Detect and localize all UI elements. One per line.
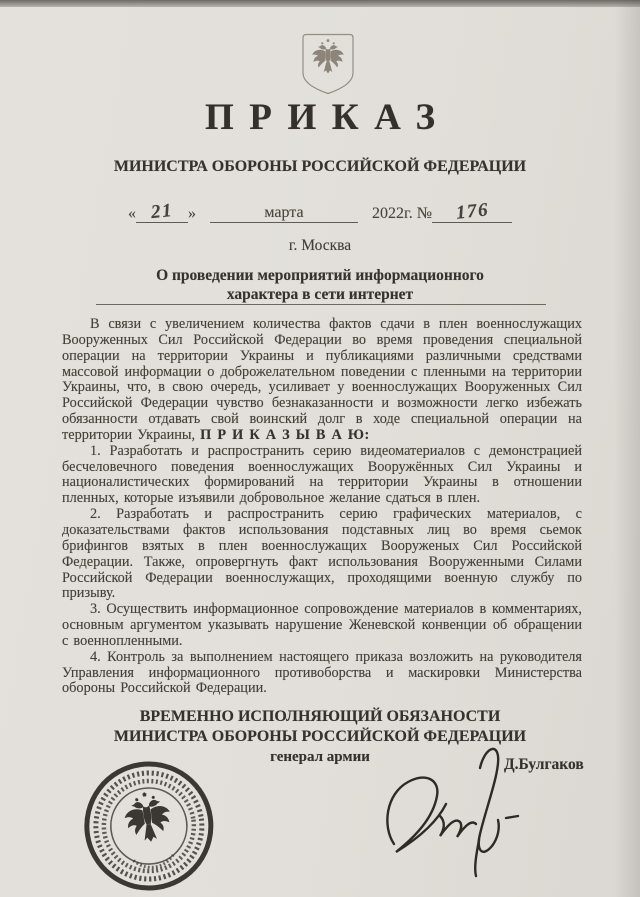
order-item-2: 2. Разработать и распространить серию графических материалов, с доказательствами фактов использования подставных лиц во время сьемок брифингов взятых в плен военнослужащих Вооруженых Сил Российской Федерации. Также, опровергнуть факт использования Вооруженными Силами Российской Федерации военнослужащих, проходящими военную службу по призыву. xyxy=(62,506,582,602)
signatory-name: Д.Булгаков xyxy=(504,756,584,773)
date-year: 2022г. xyxy=(371,205,413,222)
subject-heading xyxy=(0,266,640,304)
date-month-blank xyxy=(210,204,358,223)
intro-paragraph xyxy=(62,317,582,444)
handwritten-order-number: 176 xyxy=(454,199,490,224)
signatory-title-line-1: ВРЕМЕННО ИСПОЛНЯЮЩИЙ ОБЯЗАНОСТИ xyxy=(139,708,501,725)
order-number-blank xyxy=(432,200,512,223)
photo-edge-top xyxy=(0,0,640,7)
date-line xyxy=(0,200,640,223)
quote-open: « xyxy=(127,205,136,222)
order-item-4: 4. Контроль за выполнением настоящего приказа возложить на руководителя Управления информационного противоборства и маскировки Министерства обороны Российской Федерации. xyxy=(62,648,582,697)
date-day-blank xyxy=(136,200,188,223)
handwritten-day: 21 xyxy=(149,199,175,224)
handwritten-signature-icon xyxy=(380,734,522,894)
order-item-1: 1. Разработать и распространить серию видеоматериалов с демонстрацией бесчеловечного поведения военнослужащих Вооружённых Сил Украины и националистических формирований на территории Украины в отношении пленных, которые изъявили добровольное желание сдаться в плен. xyxy=(62,442,582,507)
document-title: ПРИКАЗ xyxy=(204,97,451,138)
subject-underline xyxy=(96,304,546,305)
number-label: № xyxy=(416,205,433,222)
order-item-3: 3. Осуществить информационное сопровождение материалов в комментариях, основным аргументом указывать нарушение Женевской конвенции об обращении с военнопленными. xyxy=(62,601,582,649)
photo-edge-right xyxy=(614,0,640,897)
intro-text: В связи с увеличением количества фактов сдачи в плен военнослужащих Вооруженных Сил Российской Федерации во время проведения специальной операции на территории Украины и публикациями различными средствами массовой информации о доброжелательном поведении с пленными на территории Украины, что, в свою очередь, усиливает у военнослужащих Вооруженных Сил Российской Федерации чувство безнаказанности и возможности легко избежать обязанности отдавать свой воинский долг в ходе специальной операции на территории Украины, xyxy=(62,316,582,443)
order-keyword: П Р И К А З Ы В А Ю: xyxy=(200,426,370,443)
date-month: марта xyxy=(264,204,304,221)
russian-coat-of-arms-icon xyxy=(297,31,359,101)
official-round-stamp-icon xyxy=(70,741,228,897)
city-line: г. Москва xyxy=(288,237,352,254)
quote-close: » xyxy=(187,205,196,222)
order-body xyxy=(62,317,582,697)
subject-line-2: характера в сети интернет xyxy=(226,286,414,303)
document-issuer: МИНИСТРА ОБОРОНЫ РОССИЙСКОЙ ФЕДЕРАЦИИ xyxy=(113,158,527,175)
signatory-rank: генерал армии xyxy=(270,749,370,765)
signatory-title-line-2: МИНИСТРА ОБОРОНЫ РОССИЙСКОЙ ФЕДЕРАЦИИ xyxy=(113,727,527,745)
subject-line-1: О проведении мероприятий информационного xyxy=(156,267,484,284)
